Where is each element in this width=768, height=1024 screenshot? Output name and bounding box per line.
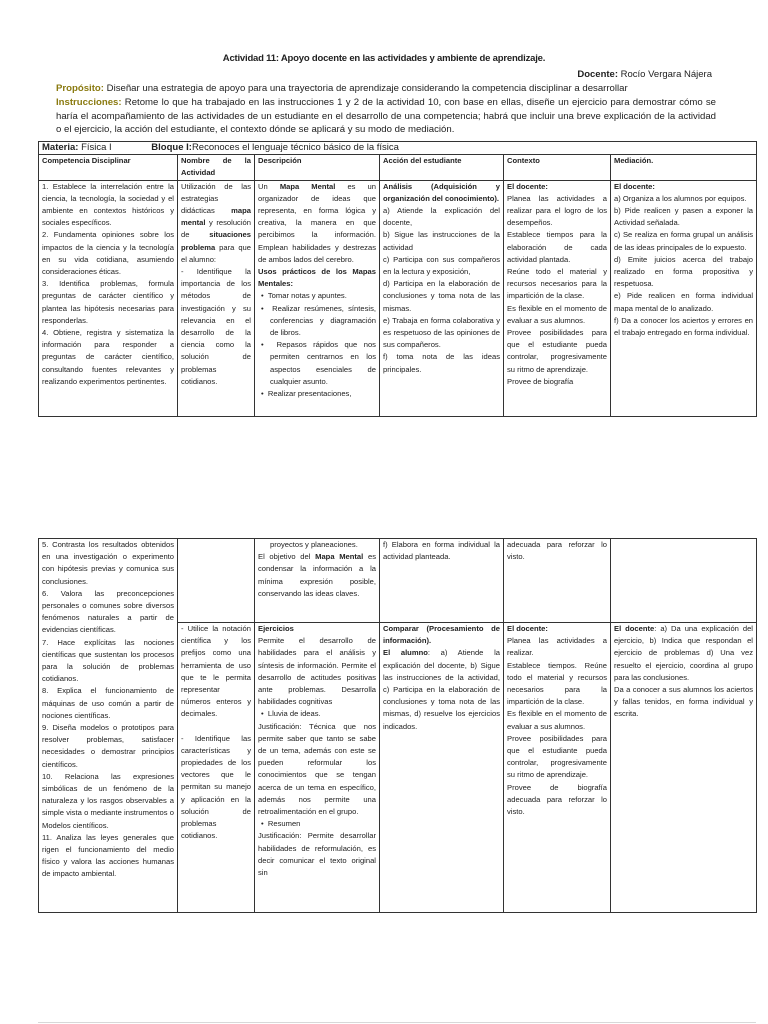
list-item: - Utilice la notación científica y los prefijos como una herramienta de uso que te le permita representar números enteros y decimales. <box>181 624 251 719</box>
nombre-bold-2: situaciones problema <box>181 230 251 252</box>
contexto-heading: El docente: <box>507 181 548 191</box>
descripcion-cell <box>255 623 380 913</box>
list-item: 1. Establece la interrelación entre la ciencia, la tecnología, la sociedad y el ambiente en contextos históricos y sociales específicos. <box>42 181 174 228</box>
header-contexto: Contexto <box>504 155 611 180</box>
list-item: 6. Valora las preconcepciones personales o comunes sobre diversos fenómenos naturales a partir de evidencias científicas. <box>42 588 174 635</box>
list-item: 5. Contrasta los resultados obtenidos en una investigación o experimento con hipótesis previas y comunica sus conclusiones. <box>42 540 174 586</box>
list-item: Provee de biografía adecuada para reforzar lo visto. <box>507 782 607 817</box>
list-item: f) toma nota de las ideas principales. <box>383 352 500 374</box>
accion-cell <box>380 180 504 416</box>
header-row <box>39 155 757 180</box>
list-item: Reúne todo el material y recursos necesarios para la impartición de la clase. <box>507 267 607 301</box>
list-item: Planea las actividades a realizar para el logro de los desempeños. <box>507 193 607 228</box>
desc-text: es condensar la información a la mínima expresión posible, conservando las ideas claves. <box>258 552 376 598</box>
list-item: Provee de biografía <box>507 376 574 386</box>
contexto-cell <box>504 180 611 416</box>
nombre-end: para que el alumno: <box>181 242 251 264</box>
teacher-label: Docente: <box>577 69 618 80</box>
list-item: b) Pide realicen y pasen a exponer la Actividad señalada. <box>614 206 754 228</box>
list-item: 11. Analiza las leyes generales que rigen el funcionamiento del medio físico y valora las acciones humanas de impacto ambiental. <box>42 832 174 879</box>
subject-label: Materia: <box>42 142 79 153</box>
list-item: • Realizar resúmenes, síntesis, conferencias y diagramación de libros. <box>258 303 376 340</box>
purpose-text: Diseñar una estrategia de apoyo para una trayectoria de aprendizaje considerando la competencia disciplinar a desarrollar <box>106 83 628 94</box>
desc-text: es un organizador de ideas que representa, en forma lógica y creativa, la manera en que percibimos la información. Emplean habilidades y destrezas de ambos lados del cerebro. <box>258 181 376 264</box>
header-competencia: Competencia Disciplinar <box>39 155 178 180</box>
desc-text: Justificación: Permite desarrollar habilidades de reformulación, es decir comunicar el texto original sin <box>258 831 376 878</box>
contexto-continuation: adecuada para reforzar lo visto. <box>507 540 607 562</box>
mediacion-text: : a) Da una explicación del ejercicio, b) Indica que respondan el ejercicio de problemas d) Una vez resuelto el ejercicio, coordina al grupo para las conclusiones. <box>614 624 753 682</box>
list-item: e) Trabaja en forma colaborativa y es respetuoso de las opiniones de sus compañeros. <box>383 315 500 350</box>
teacher-line <box>577 69 712 80</box>
list-item: a) Organiza a los alumnos por equipos. <box>614 193 747 203</box>
instructions-text: Retome lo que ha trabajado en las instrucciones 1 y 2 de la actividad 10, con base en ellas, diseñe un ejercicio para demostrar cómo se haría el acompañamiento de las actividades de un estudiante en el desarrollo de una competencia; habrá que incluir una breve explicación de la actividad o el ejercicio, la acción del estudiante, el contexto dónde se aplicará y su modo de mediación. <box>56 97 716 135</box>
list-item: 10. Relaciona las expresiones simbólicas de un fenómeno de la naturaleza y los rasgos observables a simple vista o mediante instrumentos o Modelos científicos. <box>42 771 174 830</box>
list-item: - Identifique las características y propiedades de los vectores que le permitan su manejo y aplicación en la solución de problemas cotidianos. <box>181 733 251 841</box>
instructions-label: Instrucciones: <box>56 97 122 108</box>
list-item: • Repasos rápidos que nos permiten centrarnos en los aspectos esenciales de cualquier asunto. <box>258 339 376 388</box>
accion-continuation: f) Elabora en forma individual la actividad planteada. <box>383 540 500 562</box>
list-item: 2. Fundamenta opiniones sobre los impactos de la ciencia y la tecnología en su vida cotidiana, asumiendo consideraciones éticas. <box>42 230 174 277</box>
teacher-name: Rocío Vergara Nájera <box>620 69 712 80</box>
nombre-mid: y resolución de <box>181 218 251 240</box>
mediacion-text: Da a conocer a sus alumnos los aciertos y fallas tenidos, en forma individual y escrita. <box>614 685 753 719</box>
list-item: 3. Identifica problemas, formula preguntas de carácter científico y plantea las hipótesis necesarias para responderlas. <box>42 279 174 325</box>
activity-table-part-2 <box>38 538 757 913</box>
list-item: b) Sigue las instrucciones de la actividad <box>383 230 500 252</box>
header-nombre: Nombre de la Actividad <box>178 155 255 180</box>
list-item: f) Da a conocer los aciertos y errores en el trabajo entregado en forma individual. <box>614 315 754 338</box>
subject-row <box>39 142 757 155</box>
list-item: 9. Diseña modelos o prototipos para resolver problemas, satisfacer necesidades o demostrar principios científicos. <box>42 723 174 769</box>
subject-value: Física I <box>81 142 112 153</box>
mediacion-heading: El docente: <box>614 181 655 191</box>
list-item: a) Atiende la explicación del docente, <box>383 206 500 228</box>
descripcion-cell <box>255 180 380 416</box>
page-divider <box>38 1022 756 1023</box>
contexto-cell-cont <box>504 539 611 623</box>
header-mediacion: Mediación. <box>611 155 757 180</box>
purpose-paragraph <box>56 82 716 96</box>
nombre-cell <box>178 623 255 913</box>
list-item: c) Se realiza en forma grupal un análisis de las ideas principales de lo expuesto. <box>614 230 754 252</box>
list-item: c) Participa con sus compañeros en la lectura y exposición, <box>383 254 500 277</box>
mediacion-heading: El docente <box>614 624 655 633</box>
list-item: Provee posibilidades para que el estudiante pueda controlar, progresivamente su ritmo de aprendizaje. <box>507 328 607 374</box>
nombre-cell <box>178 180 255 416</box>
competencia-cell <box>39 539 178 913</box>
contexto-heading: El docente: <box>507 624 548 633</box>
purpose-label: Propósito: <box>56 83 104 94</box>
list-item: d) Emite juicios acerca del trabajo realizado en forma propositiva y respetuosa. <box>614 254 754 289</box>
list-item: 4. Obtiene, registra y sistematiza la información para responder a preguntas de carácter científico, consultando fuentes relevantes y realizando experimentos pertinentes. <box>42 328 174 386</box>
list-item: - Identifique la importancia de los métodos de investigación y su relevancia en el desarrollo de la ciencia como la solución de problemas cotidianos. <box>181 267 251 386</box>
competencia-cell <box>39 180 178 416</box>
accion-cell <box>380 623 504 913</box>
descripcion-cell-cont <box>255 539 380 623</box>
list-item: Es flexible en el momento de evaluar a sus alumnos. <box>507 303 607 325</box>
mediacion-cell-empty <box>611 539 757 623</box>
accion-cell-cont <box>380 539 504 623</box>
accion-heading: Comparar (Procesamiento de información). <box>383 624 500 646</box>
desc-text: Justificación: Técnica que nos permite saber que tanto se sabe de un tema, además con este se pueden reformular los conocimientos que se tengan acerca de un tema en específico, además nos permite una retroalimentación en el grupo. <box>258 721 376 817</box>
header-accion: Acción del estudiante <box>380 155 504 180</box>
nombre-intro: Utilización de las estrategias didácticas <box>181 181 251 216</box>
desc-bold: Mapa Mental <box>315 552 364 562</box>
list-item: 8. Explica el funcionamiento de máquinas de uso común a partir de nociones científicas. <box>42 686 174 720</box>
table-row <box>39 539 757 623</box>
desc-subheading: Ejercicios <box>258 624 294 633</box>
list-item: • Lluvia de ideas. <box>258 708 376 720</box>
list-item: • Resumen <box>258 818 376 830</box>
table-row <box>39 180 757 416</box>
contexto-cell <box>504 623 611 913</box>
list-item: • Realizar presentaciones, <box>258 388 376 400</box>
block-value: Reconoces el lenguaje técnico básico de la física <box>191 142 399 153</box>
mediacion-cell <box>611 623 757 913</box>
list-item: Establece tiempos para la elaboración de cada actividad plantada. <box>507 230 607 264</box>
nombre-cell-empty <box>178 539 255 623</box>
desc-text: Permite el desarrollo de habilidades para el análisis y síntesis de información. Permite el desarrollo de actitudes positivas ante problemas. Desarrolla habilidades cognitivas <box>258 636 376 707</box>
accion-alumno-label: El alumno <box>383 648 428 658</box>
list-item: Planea las actividades a realizar. <box>507 636 607 658</box>
desc-subheading: Usos prácticos de los Mapas Mentales: <box>258 267 376 289</box>
list-item: • Tomar notas y apuntes. <box>258 290 376 302</box>
list-item: Provee posibilidades para que el estudiante pueda controlar, progresivamente su ritmo de aprendizaje. <box>507 733 607 780</box>
header-descripcion: Descripción <box>255 155 380 180</box>
document-title: Actividad 11: Apoyo docente en las actividades y ambiente de aprendizaje. <box>222 53 546 64</box>
desc-text: Un <box>258 181 268 191</box>
desc-continuation: proyectos y planeaciones. <box>270 540 358 549</box>
desc-text: El objetivo del <box>258 552 311 562</box>
list-item: Establece tiempos. Reúne todo el material y recursos necesarios para la impartición de la clase. <box>507 660 607 707</box>
mediacion-cell <box>611 180 757 416</box>
list-item: Es flexible en el momento de evaluar a sus alumnos. <box>507 709 607 731</box>
instructions-paragraph <box>56 96 716 137</box>
activity-table-part-1 <box>38 141 757 417</box>
list-item: d) Participa en la elaboración de conclusiones y toma nota de las mismas. <box>383 279 500 313</box>
block-label: Bloque I: <box>151 142 192 153</box>
accion-heading: Análisis (Adquisición y organización del conocimiento). <box>383 181 500 203</box>
subject-cell <box>39 142 757 155</box>
accion-alumno-text: : a) Atiende la explicación del docente, b) Sigue las instrucciones de la actividad, c) Participa en la elaboración de conclusiones y toma nota de las mismas, d) resuelve los ejercicios indicados. <box>383 648 500 731</box>
desc-bold: Mapa Mental <box>279 181 336 191</box>
list-item: 7. Hace explícitas las nociones científicas que sustentan los procesos para la solución de problemas cotidianos. <box>42 637 174 684</box>
nombre-bold-1: mapa mental <box>181 206 251 228</box>
list-item: e) Pide realicen en forma individual mapa mental de lo analizado. <box>614 291 754 313</box>
